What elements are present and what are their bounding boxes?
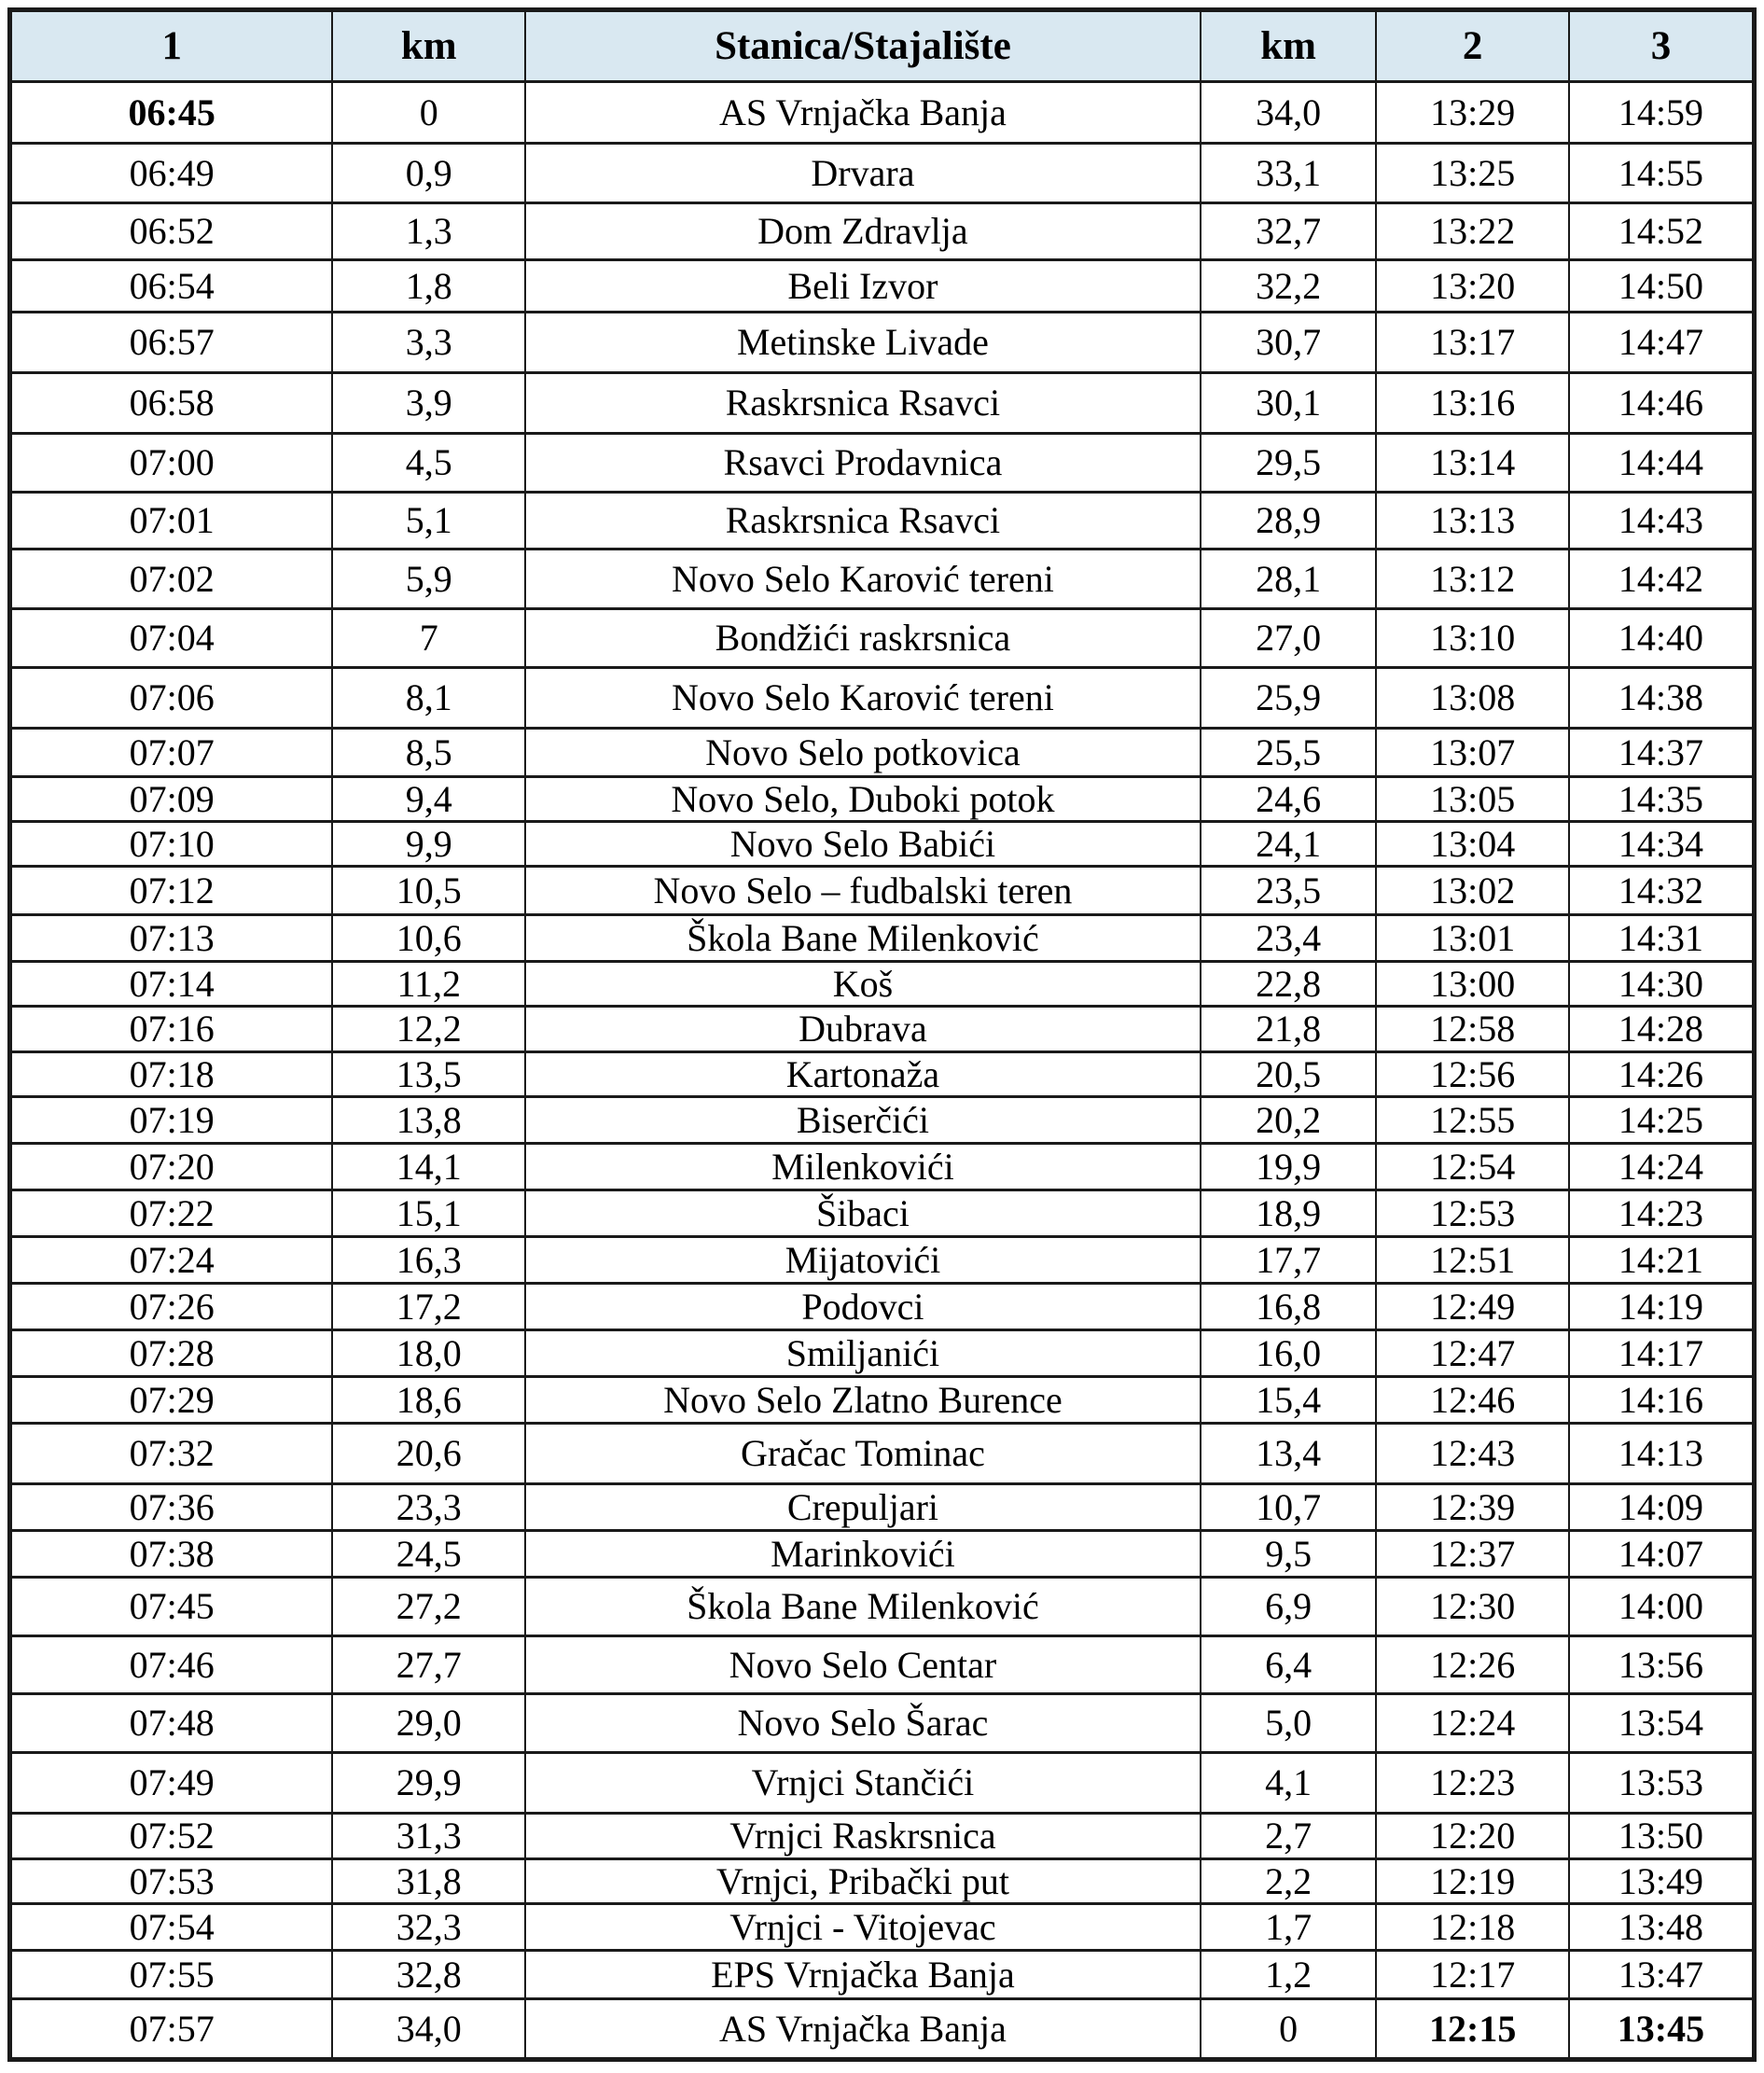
km-outbound-cell: 32,3	[332, 1904, 525, 1951]
return-time-2-cell: 13:05	[1376, 777, 1569, 822]
return-time-3-cell: 14:34	[1569, 822, 1755, 867]
km-return-cell: 25,5	[1201, 729, 1377, 777]
km-outbound-cell: 31,3	[332, 1814, 525, 1859]
station-name-cell: Raskrsnica Rsavci	[525, 373, 1201, 434]
km-outbound-cell: 1,3	[332, 203, 525, 260]
return-time-2-cell: 12:23	[1376, 1753, 1569, 1814]
table-row	[10, 550, 1755, 609]
km-return-cell: 23,5	[1201, 867, 1377, 915]
return-time-3-cell: 14:42	[1569, 550, 1755, 609]
station-name-cell: Novo Selo Babići	[525, 822, 1201, 867]
table-row	[10, 203, 1755, 260]
return-time-2-cell: 13:17	[1376, 313, 1569, 373]
return-time-3-cell: 14:35	[1569, 777, 1755, 822]
station-name-cell: Crepuljari	[525, 1484, 1201, 1531]
km-return-cell: 17,7	[1201, 1237, 1377, 1284]
km-outbound-cell: 24,5	[332, 1531, 525, 1578]
station-name-cell: Škola Bane Milenković	[525, 915, 1201, 962]
table-row	[10, 1007, 1755, 1052]
return-time-2-cell: 13:04	[1376, 822, 1569, 867]
return-time-3-cell: 14:50	[1569, 260, 1755, 313]
km-return-cell: 15,4	[1201, 1377, 1377, 1424]
km-outbound-cell: 5,9	[332, 550, 525, 609]
departure-time-cell: 07:26	[10, 1284, 333, 1330]
station-name-cell: Metinske Livade	[525, 313, 1201, 373]
return-time-2-cell: 13:00	[1376, 962, 1569, 1007]
table-row	[10, 1330, 1755, 1377]
km-return-cell: 19,9	[1201, 1144, 1377, 1190]
km-return-cell: 24,1	[1201, 822, 1377, 867]
return-time-3-cell: 14:17	[1569, 1330, 1755, 1377]
station-name-cell: Raskrsnica Rsavci	[525, 493, 1201, 550]
column-header-km-outbound: km	[332, 10, 525, 82]
return-time-3-cell: 13:53	[1569, 1753, 1755, 1814]
return-time-2-cell: 13:25	[1376, 144, 1569, 203]
return-time-2-cell: 13:13	[1376, 493, 1569, 550]
return-time-3-cell: 13:47	[1569, 1951, 1755, 1999]
km-return-cell: 30,7	[1201, 313, 1377, 373]
return-time-3-cell: 13:49	[1569, 1859, 1755, 1904]
km-return-cell: 18,9	[1201, 1190, 1377, 1237]
km-return-cell: 4,1	[1201, 1753, 1377, 1814]
departure-time-cell: 07:57	[10, 1999, 333, 2060]
return-time-2-cell: 12:58	[1376, 1007, 1569, 1052]
station-name-cell: Bondžići raskrsnica	[525, 609, 1201, 668]
km-outbound-cell: 9,4	[332, 777, 525, 822]
return-time-3-cell: 14:37	[1569, 729, 1755, 777]
return-time-3-cell: 14:40	[1569, 609, 1755, 668]
return-time-2-cell: 13:08	[1376, 668, 1569, 729]
return-time-3-cell: 14:24	[1569, 1144, 1755, 1190]
km-return-cell: 32,7	[1201, 203, 1377, 260]
km-outbound-cell: 23,3	[332, 1484, 525, 1531]
bus-timetable-table	[7, 7, 1757, 2062]
return-time-2-cell: 12:54	[1376, 1144, 1569, 1190]
departure-time-cell: 07:54	[10, 1904, 333, 1951]
column-header-trip-1: 1	[10, 10, 333, 82]
km-outbound-cell: 0,9	[332, 144, 525, 203]
return-time-3-cell: 14:16	[1569, 1377, 1755, 1424]
departure-time-cell: 07:46	[10, 1636, 333, 1694]
departure-time-cell: 07:49	[10, 1753, 333, 1814]
station-name-cell: Novo Selo, Duboki potok	[525, 777, 1201, 822]
departure-time-cell: 07:45	[10, 1578, 333, 1636]
km-outbound-cell: 31,8	[332, 1859, 525, 1904]
return-time-3-cell: 14:43	[1569, 493, 1755, 550]
station-name-cell: Marinkovići	[525, 1531, 1201, 1578]
station-name-cell: Dubrava	[525, 1007, 1201, 1052]
table-row	[10, 867, 1755, 915]
station-name-cell: Novo Selo potkovica	[525, 729, 1201, 777]
table-row	[10, 1484, 1755, 1531]
return-time-3-cell: 14:47	[1569, 313, 1755, 373]
return-time-2-cell: 13:01	[1376, 915, 1569, 962]
table-row	[10, 1097, 1755, 1144]
table-row	[10, 1694, 1755, 1753]
station-name-cell: Novo Selo Šarac	[525, 1694, 1201, 1753]
km-return-cell: 25,9	[1201, 668, 1377, 729]
departure-time-cell: 07:01	[10, 493, 333, 550]
station-name-cell: Drvara	[525, 144, 1201, 203]
km-return-cell: 0	[1201, 1999, 1377, 2060]
km-return-cell: 2,2	[1201, 1859, 1377, 1904]
km-return-cell: 6,9	[1201, 1578, 1377, 1636]
departure-time-cell: 07:10	[10, 822, 333, 867]
station-name-cell: Vrnjci Stančići	[525, 1753, 1201, 1814]
return-time-3-cell: 14:13	[1569, 1424, 1755, 1484]
km-outbound-cell: 16,3	[332, 1237, 525, 1284]
return-time-3-cell: 14:44	[1569, 434, 1755, 493]
return-time-2-cell: 13:02	[1376, 867, 1569, 915]
km-outbound-cell: 8,5	[332, 729, 525, 777]
return-time-3-cell: 14:00	[1569, 1578, 1755, 1636]
table-row	[10, 260, 1755, 313]
table-row	[10, 609, 1755, 668]
departure-time-cell: 07:06	[10, 668, 333, 729]
return-time-2-cell: 13:10	[1376, 609, 1569, 668]
return-time-3-cell: 14:30	[1569, 962, 1755, 1007]
return-time-2-cell: 12:46	[1376, 1377, 1569, 1424]
table-row	[10, 144, 1755, 203]
km-outbound-cell: 27,7	[332, 1636, 525, 1694]
station-name-cell: AS Vrnjačka Banja	[525, 82, 1201, 144]
departure-time-cell: 06:49	[10, 144, 333, 203]
station-name-cell: Rsavci Prodavnica	[525, 434, 1201, 493]
station-name-cell: Podovci	[525, 1284, 1201, 1330]
table-row	[10, 373, 1755, 434]
table-row	[10, 777, 1755, 822]
return-time-2-cell: 12:37	[1376, 1531, 1569, 1578]
table-row	[10, 915, 1755, 962]
return-time-3-cell: 14:52	[1569, 203, 1755, 260]
km-return-cell: 24,6	[1201, 777, 1377, 822]
station-name-cell: Milenkovići	[525, 1144, 1201, 1190]
km-return-cell: 33,1	[1201, 144, 1377, 203]
table-row	[10, 1531, 1755, 1578]
departure-time-cell: 07:22	[10, 1190, 333, 1237]
return-time-2-cell: 12:56	[1376, 1052, 1569, 1097]
departure-time-cell: 07:36	[10, 1484, 333, 1531]
station-name-cell: Novo Selo Zlatno Burence	[525, 1377, 1201, 1424]
return-time-3-cell: 13:48	[1569, 1904, 1755, 1951]
departure-time-cell: 07:14	[10, 962, 333, 1007]
station-name-cell: Koš	[525, 962, 1201, 1007]
km-return-cell: 2,7	[1201, 1814, 1377, 1859]
return-time-2-cell: 12:43	[1376, 1424, 1569, 1484]
departure-time-cell: 07:32	[10, 1424, 333, 1484]
km-return-cell: 34,0	[1201, 82, 1377, 144]
departure-time-cell: 07:38	[10, 1531, 333, 1578]
km-return-cell: 20,2	[1201, 1097, 1377, 1144]
departure-time-cell: 06:45	[10, 82, 333, 144]
table-row	[10, 82, 1755, 144]
station-name-cell: Biserčići	[525, 1097, 1201, 1144]
km-outbound-cell: 7	[332, 609, 525, 668]
table-row	[10, 822, 1755, 867]
station-name-cell: Novo Selo Karović tereni	[525, 668, 1201, 729]
table-row	[10, 1237, 1755, 1284]
km-return-cell: 22,8	[1201, 962, 1377, 1007]
km-outbound-cell: 20,6	[332, 1424, 525, 1484]
return-time-2-cell: 12:20	[1376, 1814, 1569, 1859]
return-time-3-cell: 14:31	[1569, 915, 1755, 962]
return-time-2-cell: 13:07	[1376, 729, 1569, 777]
table-row	[10, 1052, 1755, 1097]
departure-time-cell: 07:02	[10, 550, 333, 609]
return-time-3-cell: 14:23	[1569, 1190, 1755, 1237]
km-outbound-cell: 0	[332, 82, 525, 144]
return-time-2-cell: 12:47	[1376, 1330, 1569, 1377]
column-header-trip-2: 2	[1376, 10, 1569, 82]
km-outbound-cell: 8,1	[332, 668, 525, 729]
station-name-cell: Kartonaža	[525, 1052, 1201, 1097]
km-outbound-cell: 13,5	[332, 1052, 525, 1097]
return-time-3-cell: 13:45	[1569, 1999, 1755, 2060]
departure-time-cell: 07:52	[10, 1814, 333, 1859]
table-row	[10, 434, 1755, 493]
departure-time-cell: 06:52	[10, 203, 333, 260]
table-row	[10, 1859, 1755, 1904]
return-time-3-cell: 14:19	[1569, 1284, 1755, 1330]
km-return-cell: 30,1	[1201, 373, 1377, 434]
departure-time-cell: 07:13	[10, 915, 333, 962]
table-row	[10, 668, 1755, 729]
return-time-3-cell: 14:07	[1569, 1531, 1755, 1578]
return-time-2-cell: 13:22	[1376, 203, 1569, 260]
departure-time-cell: 07:28	[10, 1330, 333, 1377]
return-time-2-cell: 13:16	[1376, 373, 1569, 434]
km-outbound-cell: 29,9	[332, 1753, 525, 1814]
departure-time-cell: 07:48	[10, 1694, 333, 1753]
header-row	[10, 10, 1755, 82]
table-row	[10, 1190, 1755, 1237]
departure-time-cell: 07:29	[10, 1377, 333, 1424]
table-row	[10, 1424, 1755, 1484]
return-time-2-cell: 12:49	[1376, 1284, 1569, 1330]
km-return-cell: 28,1	[1201, 550, 1377, 609]
column-header-km-return: km	[1201, 10, 1377, 82]
station-name-cell: Vrnjci, Pribački put	[525, 1859, 1201, 1904]
return-time-3-cell: 14:59	[1569, 82, 1755, 144]
km-outbound-cell: 1,8	[332, 260, 525, 313]
km-outbound-cell: 14,1	[332, 1144, 525, 1190]
return-time-3-cell: 14:46	[1569, 373, 1755, 434]
table-row	[10, 1284, 1755, 1330]
table-row	[10, 1999, 1755, 2060]
return-time-2-cell: 12:24	[1376, 1694, 1569, 1753]
return-time-2-cell: 13:12	[1376, 550, 1569, 609]
station-name-cell: Mijatovići	[525, 1237, 1201, 1284]
km-return-cell: 29,5	[1201, 434, 1377, 493]
table-row	[10, 1578, 1755, 1636]
departure-time-cell: 07:04	[10, 609, 333, 668]
return-time-2-cell: 12:30	[1376, 1578, 1569, 1636]
return-time-2-cell: 13:29	[1376, 82, 1569, 144]
departure-time-cell: 07:09	[10, 777, 333, 822]
table-row	[10, 313, 1755, 373]
column-header-station: Stanica/Stajalište	[525, 10, 1201, 82]
return-time-3-cell: 14:28	[1569, 1007, 1755, 1052]
station-name-cell: Novo Selo Centar	[525, 1636, 1201, 1694]
km-outbound-cell: 9,9	[332, 822, 525, 867]
table-row	[10, 1814, 1755, 1859]
departure-time-cell: 06:54	[10, 260, 333, 313]
km-outbound-cell: 29,0	[332, 1694, 525, 1753]
km-outbound-cell: 3,3	[332, 313, 525, 373]
return-time-2-cell: 12:18	[1376, 1904, 1569, 1951]
station-name-cell: Smiljanići	[525, 1330, 1201, 1377]
km-return-cell: 28,9	[1201, 493, 1377, 550]
table-row	[10, 962, 1755, 1007]
departure-time-cell: 07:18	[10, 1052, 333, 1097]
station-name-cell: Beli Izvor	[525, 260, 1201, 313]
station-name-cell: Dom Zdravlja	[525, 203, 1201, 260]
table-row	[10, 1951, 1755, 1999]
return-time-3-cell: 14:21	[1569, 1237, 1755, 1284]
km-outbound-cell: 10,5	[332, 867, 525, 915]
return-time-3-cell: 13:50	[1569, 1814, 1755, 1859]
table-row	[10, 1753, 1755, 1814]
km-outbound-cell: 13,8	[332, 1097, 525, 1144]
km-outbound-cell: 18,6	[332, 1377, 525, 1424]
return-time-3-cell: 14:26	[1569, 1052, 1755, 1097]
return-time-3-cell: 13:54	[1569, 1694, 1755, 1753]
departure-time-cell: 07:00	[10, 434, 333, 493]
km-outbound-cell: 4,5	[332, 434, 525, 493]
departure-time-cell: 07:55	[10, 1951, 333, 1999]
km-outbound-cell: 12,2	[332, 1007, 525, 1052]
km-return-cell: 1,2	[1201, 1951, 1377, 1999]
return-time-3-cell: 14:09	[1569, 1484, 1755, 1531]
km-return-cell: 6,4	[1201, 1636, 1377, 1694]
return-time-3-cell: 14:25	[1569, 1097, 1755, 1144]
table-row	[10, 493, 1755, 550]
column-header-trip-3: 3	[1569, 10, 1755, 82]
station-name-cell: Šibaci	[525, 1190, 1201, 1237]
km-return-cell: 23,4	[1201, 915, 1377, 962]
return-time-2-cell: 13:20	[1376, 260, 1569, 313]
station-name-cell: Vrnjci Raskrsnica	[525, 1814, 1201, 1859]
km-return-cell: 20,5	[1201, 1052, 1377, 1097]
km-outbound-cell: 27,2	[332, 1578, 525, 1636]
station-name-cell: Novo Selo – fudbalski teren	[525, 867, 1201, 915]
return-time-2-cell: 12:51	[1376, 1237, 1569, 1284]
return-time-2-cell: 12:26	[1376, 1636, 1569, 1694]
station-name-cell: AS Vrnjačka Banja	[525, 1999, 1201, 2060]
km-return-cell: 16,8	[1201, 1284, 1377, 1330]
return-time-2-cell: 12:19	[1376, 1859, 1569, 1904]
table-row	[10, 1904, 1755, 1951]
departure-time-cell: 07:12	[10, 867, 333, 915]
station-name-cell: Vrnjci - Vitojevac	[525, 1904, 1201, 1951]
km-outbound-cell: 32,8	[332, 1951, 525, 1999]
departure-time-cell: 06:58	[10, 373, 333, 434]
km-return-cell: 32,2	[1201, 260, 1377, 313]
return-time-3-cell: 14:32	[1569, 867, 1755, 915]
table-row	[10, 1144, 1755, 1190]
return-time-2-cell: 12:17	[1376, 1951, 1569, 1999]
km-return-cell: 10,7	[1201, 1484, 1377, 1531]
departure-time-cell: 07:20	[10, 1144, 333, 1190]
timetable-header	[10, 10, 1755, 82]
km-outbound-cell: 11,2	[332, 962, 525, 1007]
return-time-3-cell: 13:56	[1569, 1636, 1755, 1694]
table-row	[10, 1636, 1755, 1694]
timetable-body	[10, 82, 1755, 2060]
km-outbound-cell: 5,1	[332, 493, 525, 550]
departure-time-cell: 07:07	[10, 729, 333, 777]
return-time-2-cell: 12:53	[1376, 1190, 1569, 1237]
km-return-cell: 1,7	[1201, 1904, 1377, 1951]
departure-time-cell: 07:19	[10, 1097, 333, 1144]
return-time-2-cell: 12:55	[1376, 1097, 1569, 1144]
km-return-cell: 13,4	[1201, 1424, 1377, 1484]
km-return-cell: 16,0	[1201, 1330, 1377, 1377]
km-outbound-cell: 17,2	[332, 1284, 525, 1330]
km-outbound-cell: 10,6	[332, 915, 525, 962]
table-row	[10, 729, 1755, 777]
return-time-2-cell: 13:14	[1376, 434, 1569, 493]
departure-time-cell: 07:24	[10, 1237, 333, 1284]
station-name-cell: Gračac Tominac	[525, 1424, 1201, 1484]
return-time-3-cell: 14:55	[1569, 144, 1755, 203]
departure-time-cell: 07:53	[10, 1859, 333, 1904]
return-time-2-cell: 12:39	[1376, 1484, 1569, 1531]
return-time-2-cell: 12:15	[1376, 1999, 1569, 2060]
km-return-cell: 9,5	[1201, 1531, 1377, 1578]
station-name-cell: EPS Vrnjačka Banja	[525, 1951, 1201, 1999]
km-outbound-cell: 3,9	[332, 373, 525, 434]
km-return-cell: 27,0	[1201, 609, 1377, 668]
km-outbound-cell: 15,1	[332, 1190, 525, 1237]
km-outbound-cell: 34,0	[332, 1999, 525, 2060]
km-return-cell: 5,0	[1201, 1694, 1377, 1753]
return-time-3-cell: 14:38	[1569, 668, 1755, 729]
km-outbound-cell: 18,0	[332, 1330, 525, 1377]
departure-time-cell: 06:57	[10, 313, 333, 373]
table-row	[10, 1377, 1755, 1424]
km-return-cell: 21,8	[1201, 1007, 1377, 1052]
station-name-cell: Novo Selo Karović tereni	[525, 550, 1201, 609]
departure-time-cell: 07:16	[10, 1007, 333, 1052]
station-name-cell: Škola Bane Milenković	[525, 1578, 1201, 1636]
